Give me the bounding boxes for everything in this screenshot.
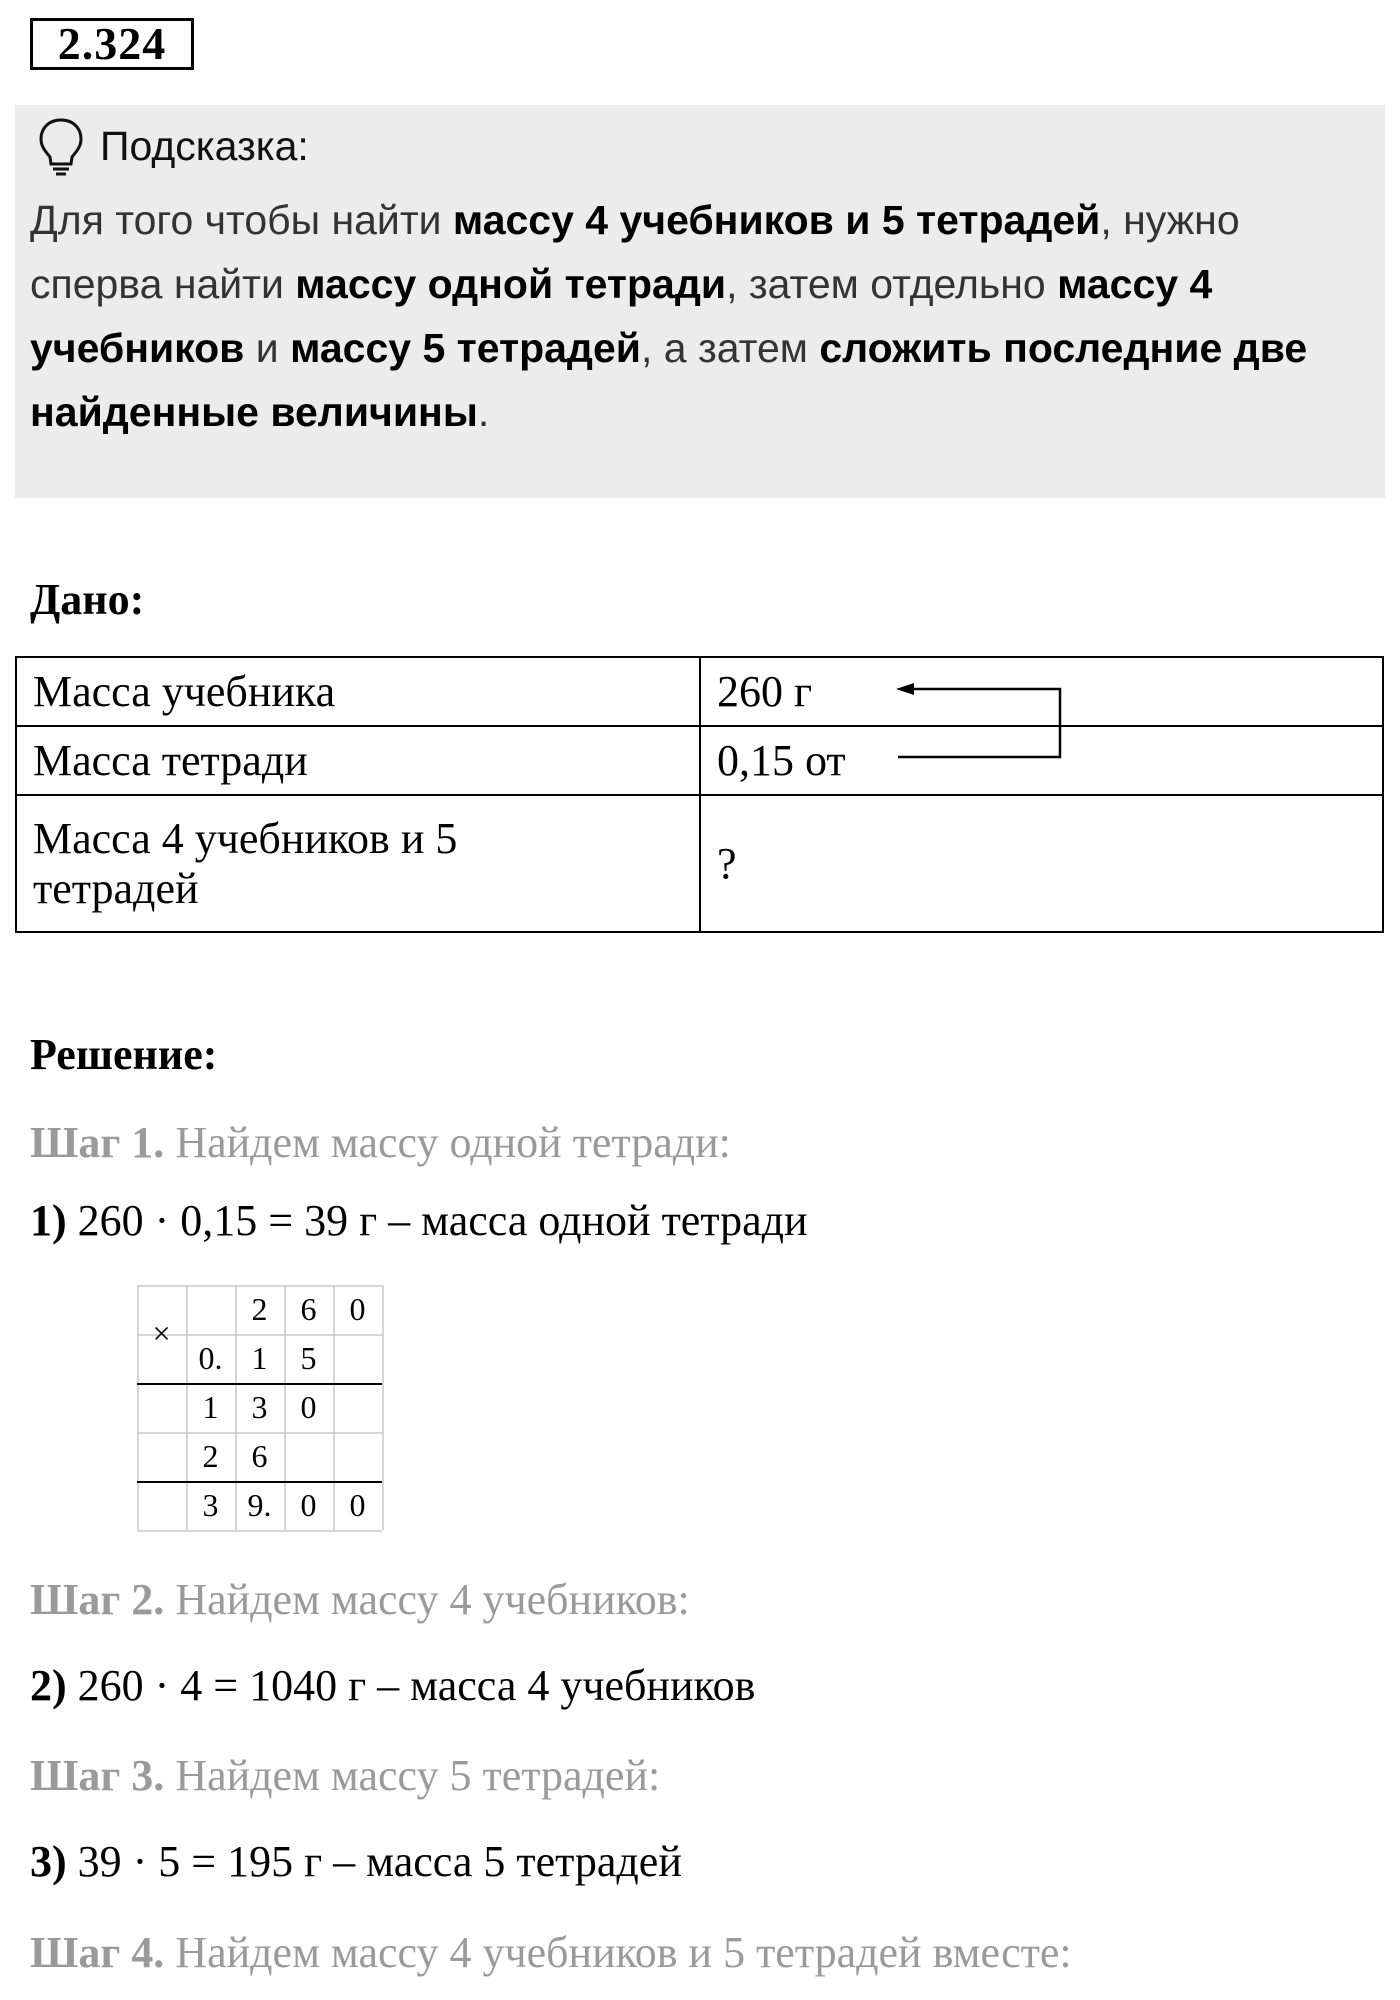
grid-digit: 0 [300,1389,317,1425]
grid-digit: 1 [202,1389,219,1425]
lightbulb-icon [36,116,86,176]
hint-text [30,188,1370,444]
grid-digit: 1 [251,1340,268,1376]
grid-digit: 6 [300,1291,317,1327]
given-value: 0,15 от [700,726,1383,795]
hint-emphasis: массу 4 учебников и 5 тетрадей [452,197,1101,243]
given-label: Масса учебника [16,657,700,726]
grid-digit: 3 [251,1389,268,1425]
grid-digit: 0. [198,1340,223,1376]
grid-digit: 3 [202,1487,219,1523]
step-title: Шаг 1. Найдем массу одной тетради: [30,1118,731,1167]
grid-digit: 0 [349,1487,366,1523]
hint-segment: и [244,325,291,371]
hint-title: Подсказка: [100,123,309,169]
hint-segment: Для того чтобы найти [30,197,453,243]
given-value: ? [700,795,1383,932]
given-row [16,657,1383,726]
solution-heading: Решение: [30,1030,218,1079]
hint-segment: . [477,389,490,435]
grid-digit: 0 [349,1291,366,1327]
hint-emphasis: массу 4 учебников [30,261,1213,371]
step-title: Шаг 3. Найдем массу 5 тетрадей: [30,1751,661,1800]
grid-digit: 5 [300,1340,317,1376]
hint-emphasis: массу 5 тетрадей [290,325,641,371]
given-heading: Дано: [30,575,145,624]
grid-digit: 2 [251,1291,268,1327]
multiply-sign: × [152,1315,171,1351]
hint-segment: , а затем [640,325,820,371]
given-table [15,656,1384,933]
given-value: 260 г [700,657,1383,726]
given-row [16,726,1383,795]
reference-arrow [890,675,1070,765]
hint-segment: , затем отдельно [726,261,1058,307]
grid-digit: 9. [247,1487,272,1523]
given-label: Масса 4 учебников и 5 тетрадей [16,795,700,932]
step-expression: 1) 260 · 0,15 = 39 г – масса одной тетради [30,1196,808,1245]
step-expression: 2) 260 · 4 = 1040 г – масса 4 учебников [30,1661,756,1710]
given-label: Масса тетради [16,726,700,795]
given-row [16,795,1383,932]
hint-emphasis: сложить последние две найденные величины [30,325,1308,435]
hint-segment: , нужно сперва найти [30,197,1240,307]
step-title: Шаг 2. Найдем массу 4 учебников: [30,1575,690,1624]
step-expression: 3) 39 · 5 = 195 г – масса 5 тетрадей [30,1837,682,1886]
grid-digit: 0 [300,1487,317,1523]
grid-digit: 2 [202,1438,219,1474]
problem-number: 2.324 [30,18,194,70]
grid-digit: 6 [251,1438,268,1474]
hint-emphasis: массу одной тетради [295,261,727,307]
step-title: Шаг 4. Найдем массу 4 учебников и 5 тетрадей вместе: [30,1928,1072,1977]
